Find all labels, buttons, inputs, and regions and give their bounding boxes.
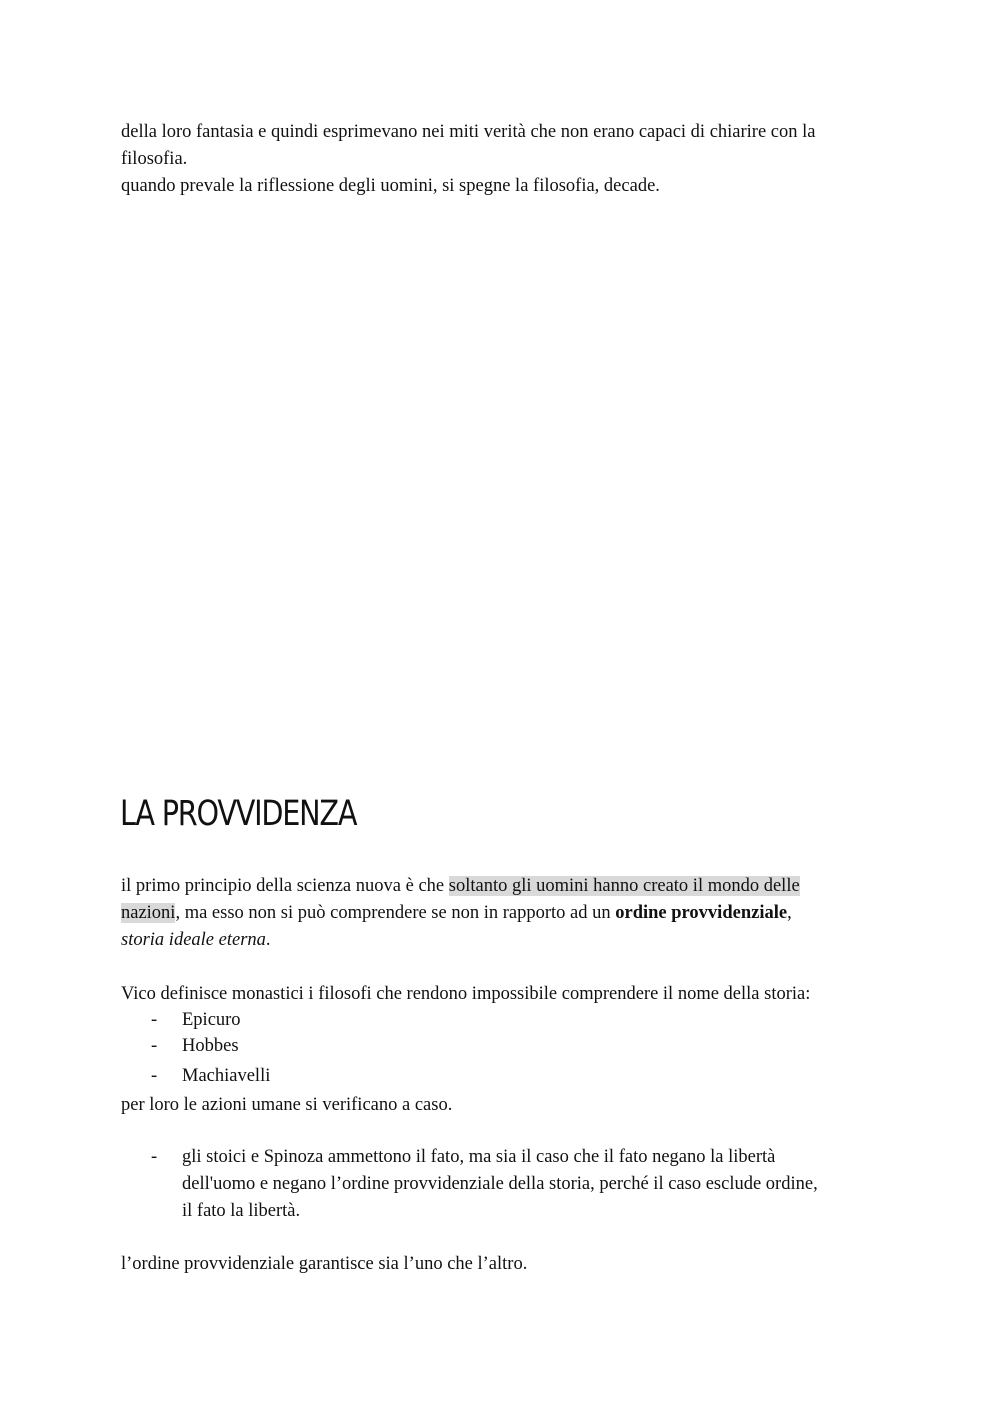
highlighted-text: nazioni [121,903,176,923]
intro-paragraph [121,873,891,900]
list-item-text: Epicuro [182,1010,241,1030]
intro-paragraph-line2 [121,900,891,927]
list-item-text: dell'uomo e negano l’ordine provvidenziale della storia, perché il caso esclude ordine, [182,1174,818,1194]
paragraph-line: quando prevale la riflessione degli uomini, si spegne la filosofia, decade. [121,176,660,196]
intro-text: il primo principio della scienza nuova è che [121,876,449,896]
list-dash: - [151,1010,158,1030]
paragraph-line: della loro fantasia e quindi esprimevano nei miti verità che non erano capaci di chiarire con la [121,122,816,142]
list-dash: - [151,1147,158,1167]
paragraph-line: filosofia. [121,149,188,169]
list-item-text: gli stoici e Spinoza ammettono il fato, ma sia il caso che il fato negano la libertà [182,1147,776,1167]
intro-text: , [787,903,792,923]
intro-text: . [265,930,271,950]
list-dash: - [151,1036,158,1056]
section-heading: LA PROVVIDENZA [120,794,357,834]
bold-text: ordine provvidenziale [615,903,788,923]
list-item-text: Machiavelli [182,1066,271,1086]
list-dash: - [151,1066,158,1086]
caso-paragraph: per loro le azioni umane si verificano a caso. [121,1095,453,1115]
highlighted-text: soltanto gli uomini hanno creato il mondo delle [448,876,800,896]
list-item-text: il fato la libertà. [182,1201,301,1221]
intro-paragraph-line3 [121,927,891,954]
monastici-paragraph: Vico definisce monastici i filosofi che rendono impossibile comprendere il nome della storia: [121,984,811,1004]
conclusion-paragraph: l’ordine provvidenziale garantisce sia l’uno che l’altro. [121,1254,528,1274]
italic-text: storia ideale eterna [121,930,266,950]
list-item-text: Hobbes [182,1036,239,1056]
intro-text: , ma esso non si può comprendere se non in rapporto ad un [175,903,616,923]
